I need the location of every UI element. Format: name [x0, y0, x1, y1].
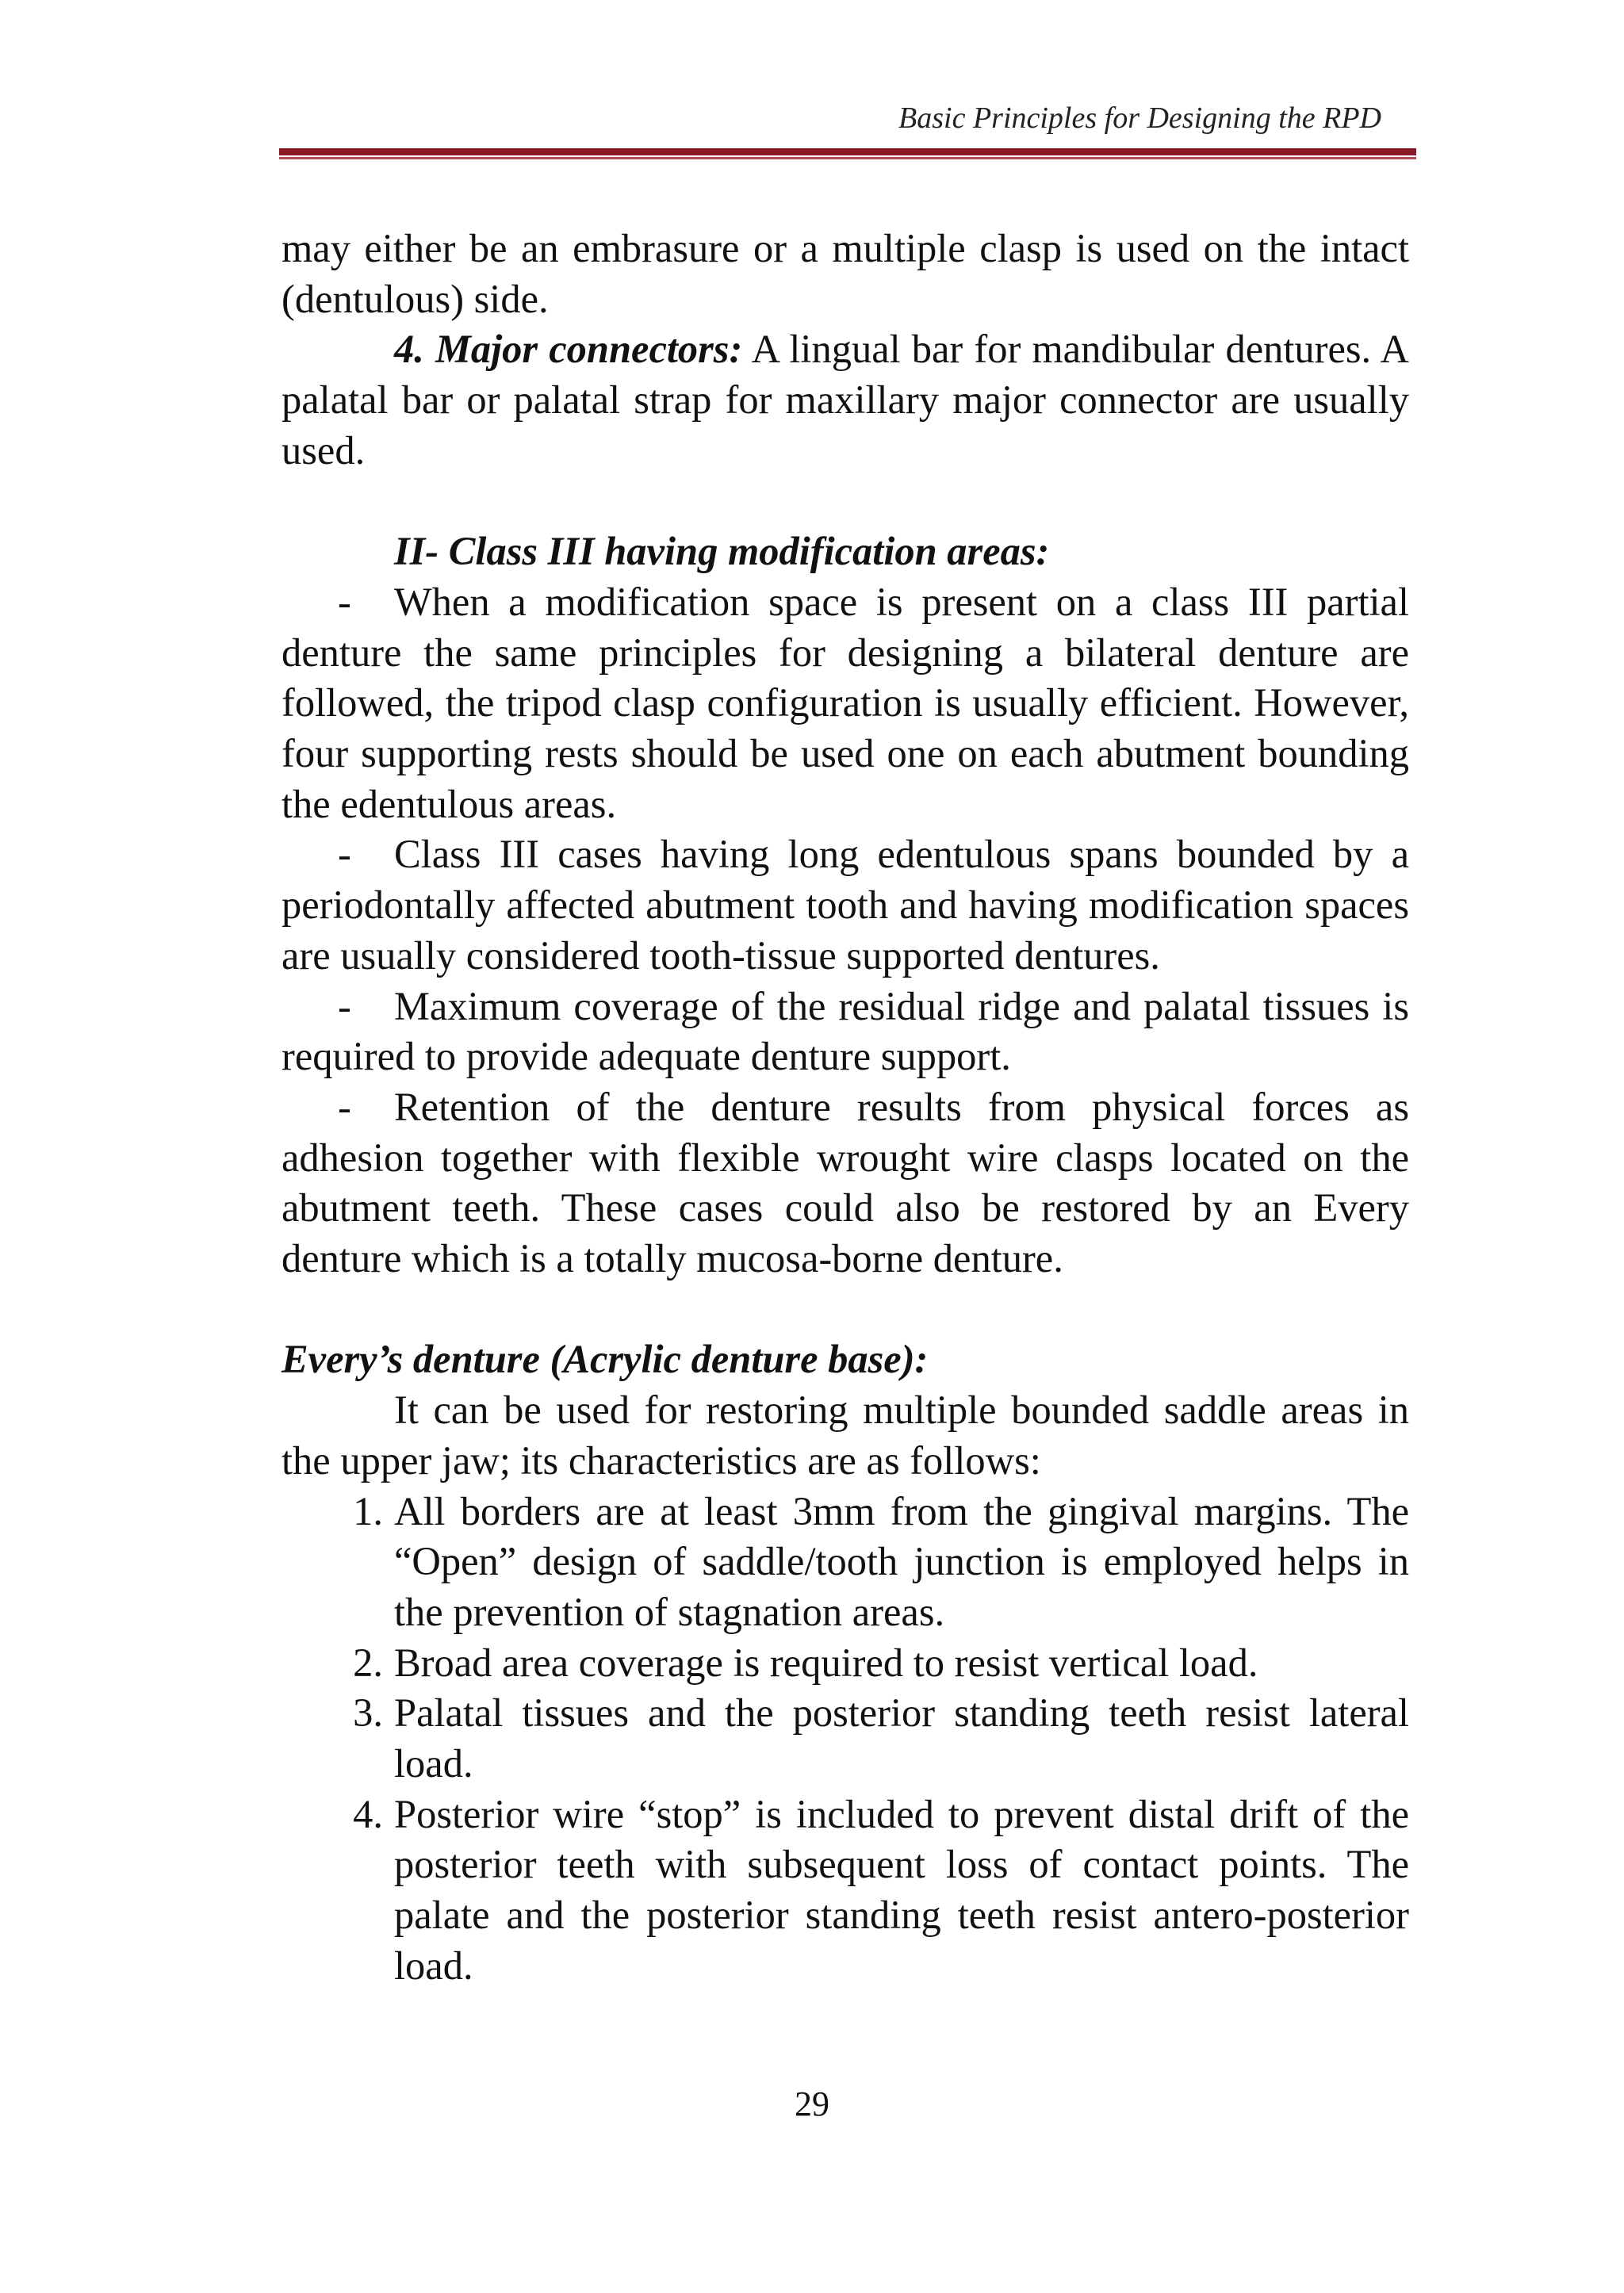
paragraph-gap	[282, 477, 1409, 527]
list-item-text: Broad area coverage is required to resist vertical load.	[394, 1640, 1258, 1685]
bullet-dash: -	[338, 983, 351, 1028]
list-number: 4.	[353, 1791, 383, 1836]
paragraph-continuation: may either be an embrasure or a multiple clasp is used on the intact (dentulous) side.	[282, 226, 1409, 321]
major-connectors-label: 4. Major connectors:	[394, 327, 743, 372]
paragraph-major-connectors	[282, 324, 1409, 476]
list-item-text: Posterior wire “stop” is included to prevent distal drift of the posterior teeth with subsequent loss of contact points. The palate and the posterior standing teeth resist antero-posterior load.	[394, 1791, 1409, 1988]
header-rule-thin	[279, 157, 1416, 159]
list-number: 2.	[353, 1640, 383, 1685]
page-number: 29	[795, 2084, 829, 2123]
list-item	[353, 1790, 1409, 1992]
list-item-text: Palatal tissues and the posterior standing teeth resist lateral load.	[394, 1690, 1409, 1786]
section-heading-class-iii: II- Class III having modification areas:	[394, 529, 1050, 574]
numbered-list	[353, 1487, 1409, 1992]
bullet-text: Maximum coverage of the residual ridge and palatal tissues is required to provide adequate denture support.	[282, 983, 1409, 1079]
bullet-item	[282, 1082, 1409, 1284]
bullet-item	[282, 829, 1409, 981]
list-item-text: All borders are at least 3mm from the gingival margins. The “Open” design of saddle/tooth junction is employed helps in the prevention of stagnation areas.	[394, 1488, 1409, 1634]
section-heading-every-denture: Every’s denture (Acrylic denture base):	[282, 1337, 929, 1382]
header-rule	[279, 148, 1416, 155]
bullet-item	[282, 577, 1409, 830]
list-number: 3.	[353, 1690, 383, 1736]
major-connectors-text: A lingual bar for mandibular dentures. A palatal bar or palatal strap for maxillary major connector are usually used.	[282, 327, 1409, 473]
list-number: 1.	[353, 1488, 383, 1533]
bullet-dash: -	[338, 579, 351, 624]
bullet-dash: -	[338, 1084, 351, 1129]
bullet-text: Retention of the denture results from physical forces as adhesion together with flexible wrought wire clasps located on the abutment teeth. These cases could also be restored by an Every denture which is a totally mucosa-borne denture.	[282, 1084, 1409, 1281]
bullet-text: Class III cases having long edentulous spans bounded by a periodontally affected abutment tooth and having modification spaces are usually considered tooth-tissue supported dentures.	[282, 832, 1409, 978]
bullet-item	[282, 982, 1409, 1082]
paragraph-every-intro: It can be used for restoring multiple bounded saddle areas in the upper jaw; its characteristics are as follows:	[282, 1388, 1409, 1483]
page-body	[282, 224, 1409, 1992]
paragraph-gap	[282, 1284, 1409, 1335]
list-item	[353, 1487, 1409, 1638]
list-item	[353, 1638, 1409, 1689]
running-header: Basic Principles for Designing the RPD	[898, 101, 1381, 135]
bullet-dash: -	[338, 832, 351, 877]
list-item	[353, 1688, 1409, 1789]
bullet-text: When a modification space is present on a class III partial denture the same principles for designing a bilateral denture are followed, the tripod clasp configuration is usually efficient. However, four supporting rests should be used one on each abutment bounding the edentulous areas.	[282, 579, 1409, 826]
